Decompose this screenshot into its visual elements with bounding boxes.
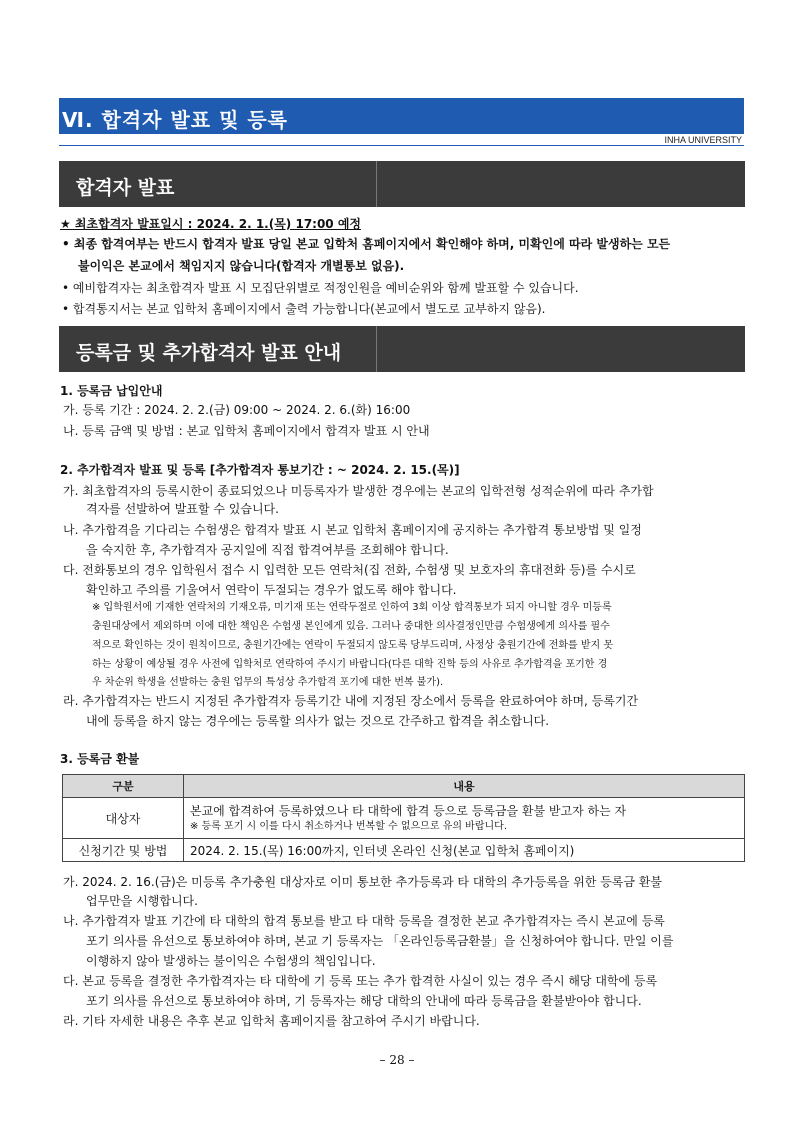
header-rule [59, 145, 744, 146]
eligible-note: ※ 등록 포기 시 이를 다시 취소하거나 번복할 수 없으므로 유의 바랍니다. [190, 820, 508, 832]
table-header-category: 구분 [63, 775, 184, 798]
refund-d: 라. 기타 자세한 내용은 추후 본교 입학처 홈페이지를 참고하여 주시기 바랍니다. [63, 1014, 480, 1028]
table-cell-application-label: 신청기간 및 방법 [63, 839, 184, 862]
table-header-content: 내용 [184, 775, 745, 798]
section-title-registration: 등록금 및 추가합격자 발표 안내 [76, 342, 342, 364]
refund-a-2: 업무만을 시행합니다. [86, 894, 198, 908]
table-header-row [63, 775, 745, 798]
refund-b-2: 포기 의사를 유선으로 통보하여야 하며, 본교 기 등록자는 「온라인등록금환불」을 신청하여야 합니다. 만일 이를 [86, 934, 674, 948]
heading-payment: 1. 등록금 납입안내 [60, 384, 163, 398]
payment-period: 가. 등록 기간 : 2024. 2. 2.(금) 09:00 ~ 2024. 2. 6.(화) 16:00 [63, 403, 411, 417]
payment-method: 나. 등록 금액 및 방법 : 본교 입학처 홈페이지에서 합격자 발표 시 안내 [63, 424, 430, 438]
refund-c-1: 다. 본교 등록을 결정한 추가합격자는 타 대학에 기 등록 또는 추가 합격한 사실이 있는 경우 즉시 해당 대학에 등록 [63, 974, 658, 988]
refund-table [62, 774, 745, 862]
table-cell-application-content: 2024. 2. 15.(목) 16:00까지, 인터넷 온라인 신청(본교 입학처 홈페이지) [184, 839, 745, 862]
heading-refund: 3. 등록금 환불 [60, 752, 140, 766]
section-title-announcement: 합격자 발표 [76, 177, 175, 199]
refund-b-3: 이행하지 않아 발생하는 불이익은 수험생의 책임입니다. [86, 954, 376, 968]
additional-b-2: 을 숙지한 후, 추가합격자 공지일에 직접 합격여부를 조회해야 합니다. [86, 543, 449, 557]
refund-c-2: 포기 의사를 유선으로 통보하여야 하며, 기 등록자는 해당 대학의 안내에 따라 등록금을 환불받아야 합니다. [86, 994, 642, 1008]
bullet-reserve: • 예비합격자는 최초합격자 발표 시 모집단위별로 적정인원을 예비순위와 함께 발표할 수 있습니다. [62, 281, 579, 295]
bullet-final-result-2: 불이익은 본교에서 책임지지 않습니다(합격자 개별통보 없음). [78, 259, 405, 273]
chapter-title: Ⅵ. 합격자 발표 및 등록 [62, 108, 288, 132]
additional-c-1: 다. 전화통보의 경우 입학원서 접수 시 입력한 모든 연락처(집 전화, 수험생 및 보호자의 휴대전화 등)를 수시로 [63, 563, 636, 577]
note-line-2: 충원대상에서 제외하며 이에 대한 책임은 수험생 본인에게 있음. 그러나 중대한 의사결정인만큼 수험생에게 의사를 필수 [92, 621, 610, 632]
additional-b-1: 나. 추가합격을 기다리는 수험생은 합격자 발표 시 본교 입학처 홈페이지에 공지하는 추가합격 통보방법 및 일정 [63, 523, 642, 537]
additional-c-2: 확인하고 주의를 기울여서 연락이 두절되는 경우가 없도록 해야 합니다. [86, 583, 457, 597]
university-name: INHA UNIVERSITY [664, 135, 742, 145]
bullet-final-result-1: • 최종 합격여부는 반드시 합격자 발표 당일 본교 입학처 홈페이지에서 확인해야 하며, 미확인에 따라 발생하는 모든 [62, 237, 671, 251]
additional-d-1: 라. 추가합격자는 반드시 지정된 추가합격자 등록기간 내에 지정된 장소에서 등록을 완료하여야 하며, 등록기간 [63, 694, 639, 708]
additional-a-2: 격자를 선발하여 발표할 수 있습니다. [86, 502, 279, 516]
table-row [63, 798, 745, 839]
announcement-date: ★ 최초합격자 발표일시 : 2024. 2. 1.(목) 17:00 예정 [60, 217, 362, 231]
page-number: – 28 – [379, 1053, 415, 1067]
additional-a-1: 가. 최초합격자의 등록시한이 종료되었으나 미등록자가 발생한 경우에는 본교의 입학전형 성적순위에 따라 추가합 [63, 484, 654, 498]
bullet-notice-letter: • 합격통지서는 본교 입학처 홈페이지에서 출력 가능합니다(본교에서 별도로 교부하지 않음). [62, 302, 546, 316]
refund-b-1: 나. 추가합격자 발표 기간에 타 대학의 합격 통보를 받고 타 대학 등록을 결정한 본교 추가합격자는 즉시 본교에 등록 [63, 914, 665, 928]
table-cell-eligible-label: 대상자 [63, 798, 184, 839]
table-cell-eligible-content [184, 798, 745, 839]
note-line-3: 적으로 확인하는 것이 원칙이므로, 충원기간에는 연락이 두절되지 않도록 당부드리며, 사정상 충원기간에 전화를 받지 못 [92, 640, 614, 651]
heading-additional: 2. 추가합격자 발표 및 등록 [추가합격자 통보기간 : ~ 2024. 2. 15.(목)] [60, 463, 460, 477]
refund-a-1: 가. 2024. 2. 16.(금)은 미등록 추가충원 대상자로 이미 통보한 추가등록과 타 대학의 추가등록을 위한 등록금 환불 [63, 875, 662, 889]
note-line-4: 하는 상황이 예상될 경우 사전에 입학처로 연락하여 주시기 바랍니다(다른 대학 진학 등의 사유로 추가합격을 포기한 경 [92, 659, 608, 670]
eligible-text: 본교에 합격하여 등록하였으나 타 대학에 합격 등으로 등록금을 환불 받고자 하는 자 [190, 803, 627, 818]
additional-d-2: 내에 등록을 하지 않는 경우에는 등록할 의사가 없는 것으로 간주하고 합격을 취소합니다. [86, 714, 550, 728]
table-row [63, 839, 745, 862]
note-line-5: 우 차순위 학생을 선발하는 충원 업무의 특성상 추가합격 포기에 대한 번복 불가). [92, 677, 444, 688]
note-line-1: ※ 입학원서에 기재한 연락처의 기재오류, 미기재 또는 연락두절로 인하여 3회 이상 합격통보가 되지 아니할 경우 미등록 [92, 602, 612, 613]
